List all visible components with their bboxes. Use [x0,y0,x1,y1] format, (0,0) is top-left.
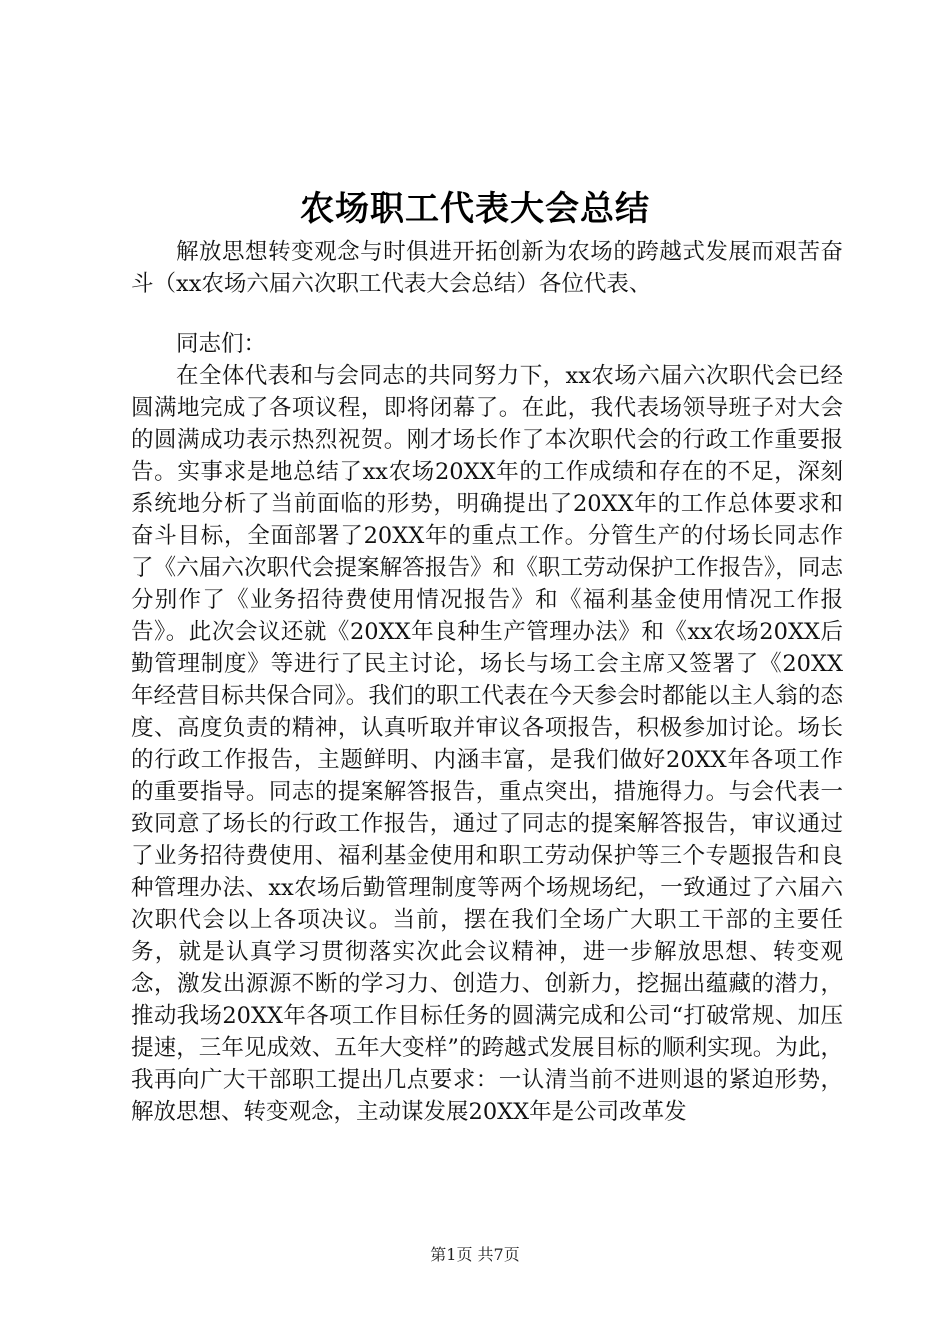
document-title: 农场职工代表大会总结 [300,189,650,229]
intro-paragraph: 解放思想转变观念与时俱进开拓创新为农场的跨越式发展而艰苦奋斗（xx农场六届六次职工代表大会总结）各位代表、 [131,239,843,297]
page-number: 第1页 共7页 [430,1245,520,1264]
greeting-paragraph: 同志们： [176,331,267,357]
body-paragraph: 在全体代表和与会同志的共同努力下，xx农场六届六次职代会已经圆满地完成了各项议程，即将闭幕了。在此，我代表场领导班子对大会的圆满成功表示热烈祝贺。刚才场长作了本次职代会的行政工作重要报告。实事求是地总结了xx农场20XX年的工作成绩和存在的不足，深刻系统地分析了当前面临的形势，明确提出了20XX年的工作总体要求和奋斗目标，全面部署了20XX年的重点工作。分管生产的付场长同志作了《六届六次职代会提案解答报告》和《职工劳动保护工作报告》，同志分别作了《业务招待费使用情况报告》和《福利基金使用情况工作报告》。此次会议还就《20XX年良种生产管理办法》和《xx农场20XX后勤管理制度》等进行了民主讨论，场长与场工会主席又签署了《20XX年经营目标共保合同》。我们的职工代表在今天参会时都能以主人翁的态度、高度负责的精神，认真听取并审议各项报告，积极参加讨论。场长的行政工作报告，主题鲜明、内涵丰富，是我们做好20XX年各项工作的重要指导。同志的提案解答报告，重点突出，措施得力。与会代表一致同意了场长的行政工作报告，通过了同志的提案解答报告，审议通过了业务招待费使用、福利基金使用和职工劳动保护等三个专题报告和良种管理办法、xx农场后勤管理制度等两个场规场纪，一致通过了六届六次职代会以上各项决议。当前，摆在我们全场广大职工干部的主要任务，就是认真学习贯彻落实次此会议精神，进一步解放思想、转变观念，激发出源源不断的学习力、创造力、创新力，挖掘出蕴藏的潜力，推动我场20XX年各项工作目标任务的圆满完成和公司“打破常规、加压提速，三年见成效、五年大变样”的跨越式发展目标的顺利实现。为此，我再向广大干部职工提出几点要求：一认清当前不进则退的紧迫形势，解放思想、转变观念，主动谋发展20XX年是公司改革发 [131,363,843,1125]
